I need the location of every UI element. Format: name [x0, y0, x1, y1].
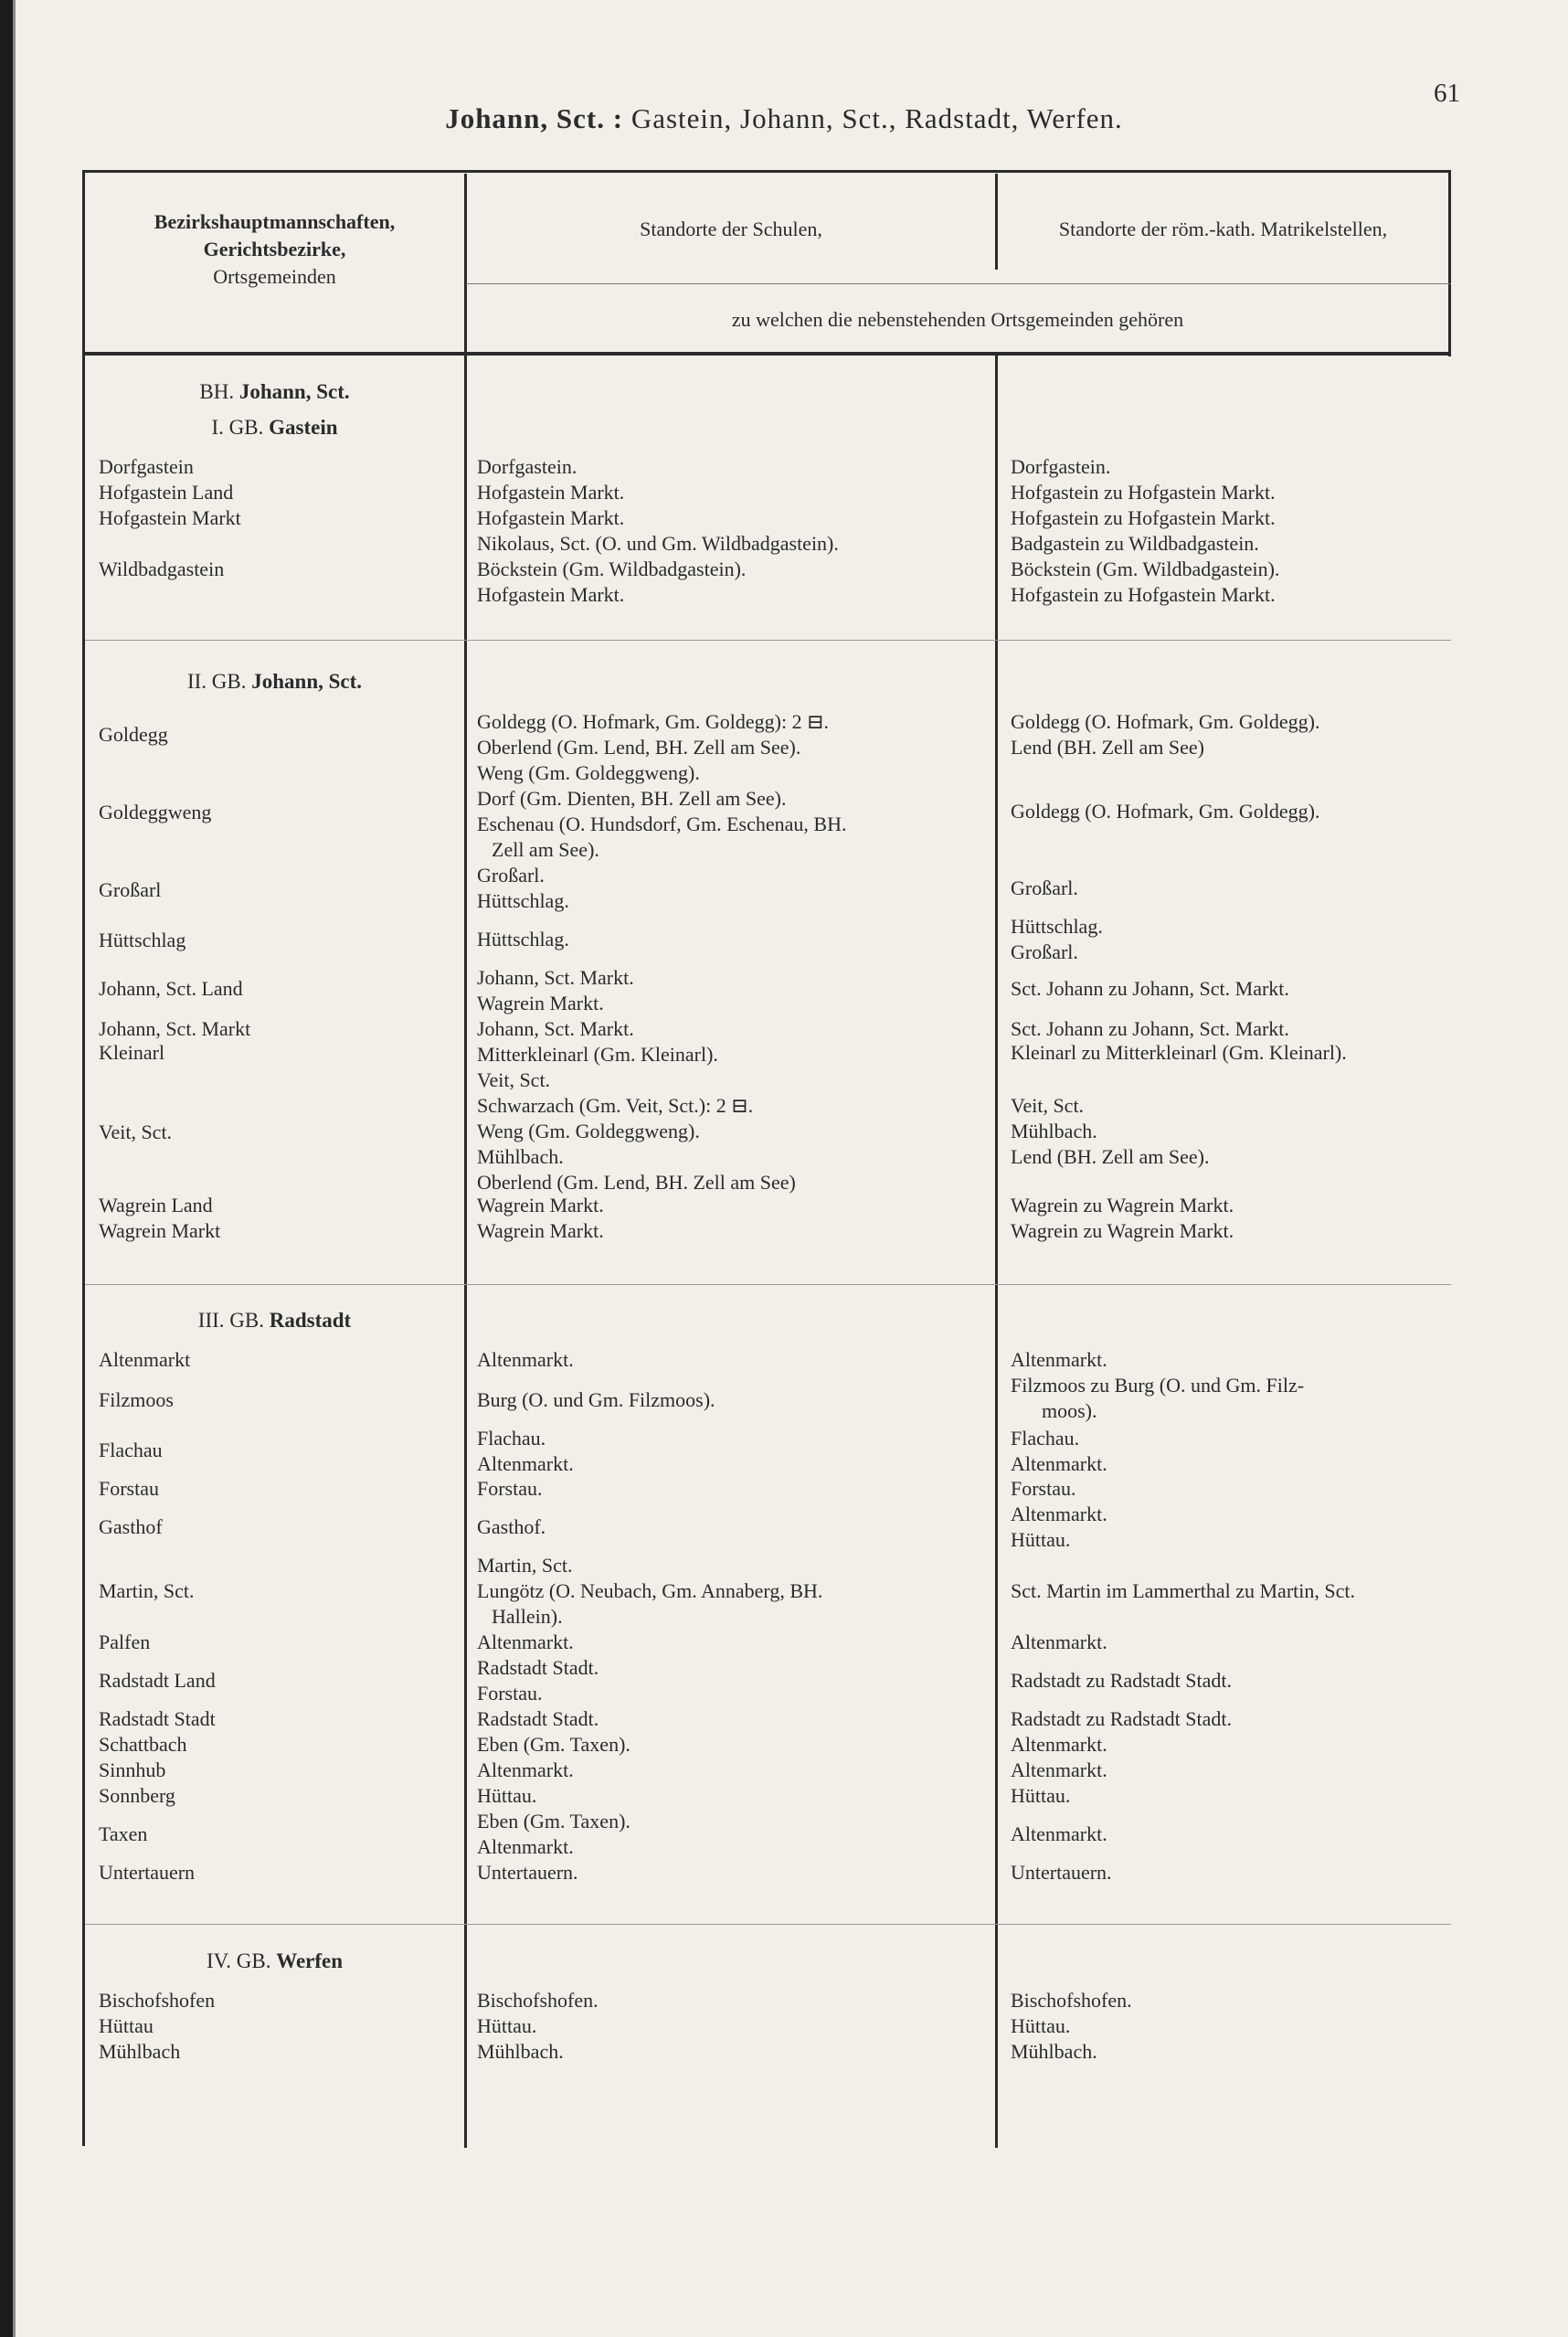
list-item: Mühlbach.	[477, 2040, 564, 2063]
list-item: Hüttau	[99, 2014, 154, 2037]
list-item: Mitterkleinarl (Gm. Kleinarl).	[477, 1043, 718, 1066]
list-item: Mühlbach.	[477, 1145, 564, 1168]
list-item: Mühlbach.	[1011, 1120, 1097, 1142]
header-col1-line1: Bezirkshauptmannschaften,	[154, 210, 396, 233]
list-item: Wagrein Markt	[99, 1219, 221, 1242]
list-item: Eben (Gm. Taxen).	[477, 1810, 630, 1832]
list-item: Gasthof	[99, 1515, 163, 1538]
list-item: Johann, Sct. Markt	[99, 1017, 251, 1040]
list-item: Johann, Sct. Markt.	[477, 966, 634, 989]
list-item: Wagrein Markt.	[477, 992, 604, 1014]
list-item: Martin, Sct.	[99, 1579, 195, 1602]
list-item: Bischofshofen.	[477, 1989, 599, 2012]
column-divider-1	[464, 174, 467, 2148]
list-item: Flachau	[99, 1439, 163, 1461]
list-item: Veit, Sct.	[1011, 1094, 1085, 1117]
list-item: Forstau	[99, 1477, 159, 1500]
list-item: Schattbach	[99, 1733, 187, 1756]
header-col1-line3: Ortsgemeinden	[213, 265, 336, 288]
list-item: Hofgastein zu Hofgastein Markt.	[1011, 481, 1276, 504]
list-item: Sct. Martin im Lammerthal zu Martin, Sct.	[1011, 1579, 1355, 1602]
list-item: Wagrein Markt.	[477, 1219, 604, 1242]
list-item: Hofgastein Markt.	[477, 481, 625, 504]
list-item: Altenmarkt.	[1011, 1733, 1107, 1756]
list-item: Altenmarkt.	[477, 1758, 574, 1781]
list-item: Flachau.	[477, 1427, 546, 1450]
list-item: Hüttau.	[477, 1784, 537, 1807]
list-item: Goldegg (O. Hofmark, Gm. Goldegg).	[1011, 800, 1320, 823]
table-top-border	[82, 170, 1451, 173]
scan-edge	[0, 0, 13, 2337]
column-divider-2-body	[995, 355, 998, 2148]
list-item: Wildbadgastein	[99, 558, 225, 580]
list-item: Bischofshofen.	[1011, 1989, 1132, 2012]
list-item: Altenmarkt.	[1011, 1758, 1107, 1781]
header-spanning: zu welchen die nebenstehenden Ortsgemeinden gehören	[731, 308, 1184, 331]
header-col2: Standorte der Schulen,	[640, 218, 822, 240]
running-head-bold: Johann, Sct. :	[445, 102, 624, 134]
list-item: Altenmarkt.	[477, 1631, 574, 1653]
list-item: Hüttschlag.	[477, 928, 569, 951]
list-item: Sinnhub	[99, 1758, 166, 1781]
list-item: Altenmarkt.	[1011, 1822, 1107, 1845]
running-head	[0, 102, 1568, 135]
list-item: Hüttau.	[1011, 1784, 1071, 1807]
header-col3: Standorte der röm.-kath. Matrikelstellen,	[1058, 218, 1388, 240]
list-item: Weng (Gm. Goldeggweng).	[477, 761, 700, 784]
list-item: Altenmarkt.	[1011, 1631, 1107, 1653]
section-rule-1	[85, 640, 1451, 641]
table-left-border	[82, 172, 85, 2146]
section-rule-3	[85, 1924, 1451, 1925]
list-item: Flachau.	[1011, 1427, 1080, 1450]
list-item: Altenmarkt.	[477, 1835, 574, 1858]
list-item: Untertauern.	[1011, 1861, 1112, 1884]
list-item: Böckstein (Gm. Wildbadgastein).	[1011, 558, 1280, 580]
page-number: 61	[1434, 79, 1460, 108]
list-item: Kleinarl	[99, 1041, 165, 1064]
list-item: Altenmarkt.	[477, 1452, 574, 1475]
list-item: Hüttschlag.	[477, 889, 569, 912]
list-item: Hofgastein Markt.	[477, 506, 625, 529]
running-head-rest: Gastein, Johann, Sct., Radstadt, Werfen.	[630, 102, 1123, 134]
list-item: Nikolaus, Sct. (O. und Gm. Wildbadgastein).	[477, 532, 839, 555]
list-item: Großarl.	[1011, 876, 1078, 899]
list-item: Martin, Sct.	[477, 1554, 573, 1577]
list-item: moos).	[1042, 1399, 1097, 1422]
list-item: Dorf (Gm. Dienten, BH. Zell am See).	[477, 787, 787, 810]
table-right-border	[1448, 170, 1451, 356]
list-item: Hüttau.	[1011, 2014, 1071, 2037]
list-item: Forstau.	[1011, 1477, 1076, 1500]
list-item: Forstau.	[477, 1682, 543, 1705]
list-item: Altenmarkt.	[477, 1348, 574, 1371]
list-item: Weng (Gm. Goldeggweng).	[477, 1120, 700, 1142]
list-item: Hallein).	[492, 1605, 563, 1628]
list-item: Burg (O. und Gm. Filzmoos).	[477, 1388, 715, 1411]
list-item: Schwarzach (Gm. Veit, Sct.): 2 ⊟.	[477, 1094, 754, 1117]
list-item: Radstadt zu Radstadt Stadt.	[1011, 1707, 1232, 1730]
list-item: Taxen	[99, 1822, 148, 1845]
list-item: Großarl.	[1011, 940, 1078, 963]
list-item: Zell am See).	[492, 838, 599, 861]
list-item: Wagrein Markt.	[477, 1194, 604, 1216]
list-item: Untertauern.	[477, 1861, 578, 1884]
list-item: Kleinarl zu Mitterkleinarl (Gm. Kleinarl).	[1011, 1041, 1347, 1064]
list-item: Altenmarkt	[99, 1348, 191, 1371]
header-col1-line2: Gerichtsbezirke,	[203, 238, 346, 260]
list-item: Johann, Sct. Land	[99, 977, 243, 1000]
list-item: Großarl	[99, 878, 162, 901]
list-item: Altenmarkt.	[1011, 1503, 1107, 1525]
header-col1	[85, 208, 464, 291]
list-item: Filzmoos	[99, 1388, 174, 1411]
list-item: Altenmarkt.	[1011, 1452, 1107, 1475]
list-item: Hofgastein Land	[99, 481, 234, 504]
list-item: Hüttau.	[1011, 1528, 1071, 1551]
list-item: Untertauern	[99, 1861, 196, 1884]
list-item: Dorfgastein	[99, 455, 194, 478]
list-item: Sonnberg	[99, 1784, 175, 1807]
list-item: Wagrein Land	[99, 1194, 213, 1216]
section-heading: IV. GB. Werfen	[206, 1949, 344, 1972]
list-item: Radstadt Stadt.	[477, 1707, 599, 1730]
list-item: Oberlend (Gm. Lend, BH. Zell am See)	[477, 1171, 796, 1194]
section-heading: III. GB. Radstadt	[197, 1309, 352, 1332]
list-item: Böckstein (Gm. Wildbadgastein).	[477, 558, 747, 580]
list-item: Filzmoos zu Burg (O. und Gm. Filz-	[1011, 1374, 1305, 1397]
list-item: Bischofshofen	[99, 1989, 216, 2012]
section-heading: I. GB. Gastein	[211, 416, 338, 439]
list-item: Johann, Sct. Markt.	[477, 1017, 634, 1040]
list-item: Goldegg (O. Hofmark, Gm. Goldegg): 2 ⊟.	[477, 710, 830, 733]
list-item: Großarl.	[477, 864, 545, 887]
list-item: Altenmarkt.	[1011, 1348, 1107, 1371]
list-item: Wagrein zu Wagrein Markt.	[1011, 1219, 1234, 1242]
list-item: Veit, Sct.	[99, 1121, 173, 1143]
list-item: Sct. Johann zu Johann, Sct. Markt.	[1011, 977, 1289, 1000]
list-item: Wagrein zu Wagrein Markt.	[1011, 1194, 1234, 1216]
list-item: Dorfgastein.	[1011, 455, 1111, 478]
list-item: Sct. Johann zu Johann, Sct. Markt.	[1011, 1017, 1289, 1040]
list-item: Goldeggweng	[99, 801, 212, 823]
district-prefix: BH.	[199, 380, 235, 403]
list-item: Goldegg (O. Hofmark, Gm. Goldegg).	[1011, 710, 1320, 733]
list-item: Lend (BH. Zell am See).	[1011, 1145, 1210, 1168]
list-item: Lungötz (O. Neubach, Gm. Annaberg, BH.	[477, 1579, 823, 1602]
list-item: Oberlend (Gm. Lend, BH. Zell am See).	[477, 736, 801, 759]
list-item: Hüttschlag	[99, 929, 186, 951]
list-item: Radstadt Stadt	[99, 1707, 216, 1730]
list-item: Palfen	[99, 1631, 151, 1653]
list-item: Veit, Sct.	[477, 1068, 551, 1091]
list-item: Goldegg	[99, 723, 168, 746]
list-item: Eben (Gm. Taxen).	[477, 1733, 630, 1756]
list-item: Mühlbach.	[1011, 2040, 1097, 2063]
header-bottom-rule	[82, 352, 1451, 356]
list-item: Badgastein zu Wildbadgastein.	[1011, 532, 1259, 555]
scan-edge-shadow	[13, 0, 16, 2337]
list-item: Hüttschlag.	[1011, 915, 1103, 938]
district-name: Johann, Sct.	[238, 380, 350, 403]
list-item: Eschenau (O. Hundsdorf, Gm. Eschenau, BH.	[477, 813, 847, 835]
list-item: Radstadt Stadt.	[477, 1656, 599, 1679]
list-item: Radstadt zu Radstadt Stadt.	[1011, 1669, 1232, 1692]
list-item: Hüttau.	[477, 2014, 537, 2037]
list-item: Dorfgastein.	[477, 455, 577, 478]
section-heading: II. GB. Johann, Sct.	[186, 670, 363, 693]
list-item: Hofgastein Markt	[99, 506, 241, 529]
list-item: Forstau.	[477, 1477, 543, 1500]
district-heading	[85, 380, 464, 404]
list-item: Radstadt Land	[99, 1669, 216, 1692]
list-item: Hofgastein zu Hofgastein Markt.	[1011, 583, 1276, 606]
list-item: Gasthof.	[477, 1515, 546, 1538]
list-item: Lend (BH. Zell am See)	[1011, 736, 1204, 759]
list-item: Hofgastein Markt.	[477, 583, 625, 606]
section-rule-2	[85, 1284, 1451, 1285]
header-sub-rule	[466, 283, 1451, 284]
list-item: Mühlbach	[99, 2040, 181, 2063]
list-item: Hofgastein zu Hofgastein Markt.	[1011, 506, 1276, 529]
